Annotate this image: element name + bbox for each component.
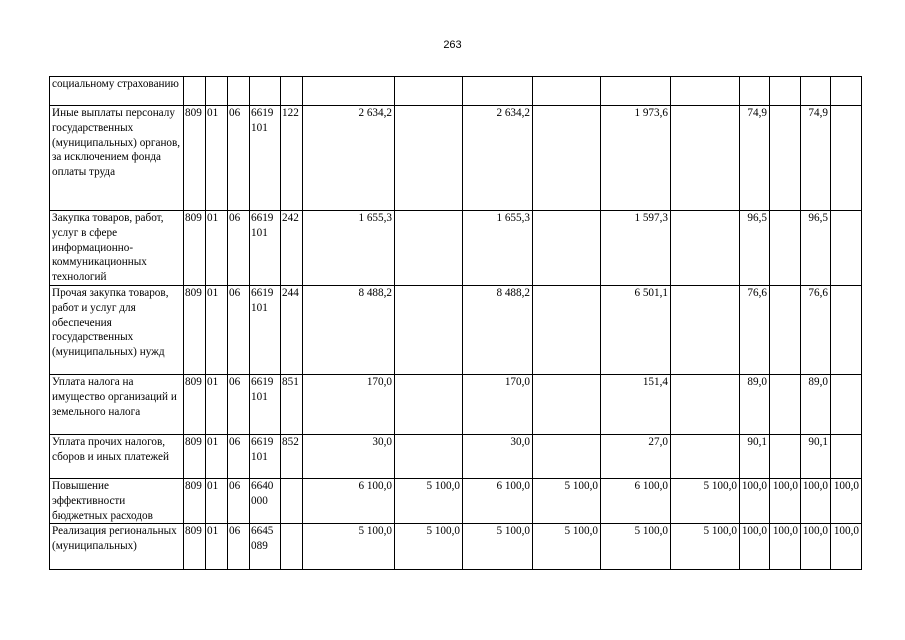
table-row [50,524,862,570]
target-article-code-cell: 6619 101 [250,435,281,479]
table-row [50,106,862,211]
amount-cell: 170,0 [463,375,533,435]
amount-cell [395,211,463,286]
target-article-code-cell: 6619 101 [250,375,281,435]
section-code-cell: 01 [206,479,228,524]
expense-type-code-cell: 851 [281,375,303,435]
row-name-cell: Иные выплаты персоналу государственных (муниципальных) органов, за исключением фонда оплаты труда [50,106,184,211]
subsection-code-cell: 06 [228,375,250,435]
section-code-cell: 01 [206,211,228,286]
percent-cell: 74,9 [801,106,831,211]
ministry-code-cell [184,77,206,106]
budget-execution-table [49,76,862,570]
row-name-cell: Реализация региональных (муниципальных) [50,524,184,570]
amount-cell: 5 100,0 [303,524,395,570]
section-code-cell: 01 [206,375,228,435]
expense-type-code-cell [281,77,303,106]
expense-type-code-cell [281,524,303,570]
percent-cell [770,77,801,106]
percent-cell: 100,0 [770,524,801,570]
amount-cell: 27,0 [601,435,671,479]
percent-cell [770,435,801,479]
expense-type-code-cell: 852 [281,435,303,479]
amount-cell [671,77,740,106]
percent-cell [831,77,862,106]
amount-cell [533,435,601,479]
percent-cell: 100,0 [770,479,801,524]
subsection-code-cell: 06 [228,286,250,375]
amount-cell [533,106,601,211]
ministry-code-cell: 809 [184,479,206,524]
target-article-code-cell: 6619 101 [250,286,281,375]
percent-cell: 100,0 [740,524,770,570]
section-code-cell: 01 [206,286,228,375]
section-code-cell: 01 [206,435,228,479]
amount-cell: 2 634,2 [463,106,533,211]
percent-cell: 100,0 [801,479,831,524]
subsection-code-cell: 06 [228,435,250,479]
amount-cell: 2 634,2 [303,106,395,211]
percent-cell [770,211,801,286]
section-code-cell: 01 [206,106,228,211]
amount-cell [671,106,740,211]
table-row [50,479,862,524]
ministry-code-cell: 809 [184,524,206,570]
amount-cell [395,375,463,435]
percent-cell [801,77,831,106]
row-name-cell: Повышение эффективности бюджетных расходов [50,479,184,524]
percent-cell [831,375,862,435]
table-row [50,77,862,106]
percent-cell: 100,0 [831,479,862,524]
table-row [50,211,862,286]
amount-cell: 8 488,2 [303,286,395,375]
amount-cell [303,77,395,106]
amount-cell: 6 100,0 [601,479,671,524]
amount-cell [533,77,601,106]
percent-cell: 100,0 [831,524,862,570]
ministry-code-cell: 809 [184,286,206,375]
amount-cell: 1 655,3 [463,211,533,286]
subsection-code-cell: 06 [228,106,250,211]
target-article-code-cell [250,77,281,106]
amount-cell [395,106,463,211]
amount-cell [671,435,740,479]
subsection-code-cell [228,77,250,106]
amount-cell: 170,0 [303,375,395,435]
section-code-cell [206,77,228,106]
row-name-cell: Прочая закупка товаров, работ и услуг для обеспечения государственных (муниципальных) нужд [50,286,184,375]
amount-cell [671,375,740,435]
amount-cell [601,77,671,106]
percent-cell: 89,0 [740,375,770,435]
percent-cell [740,77,770,106]
amount-cell: 8 488,2 [463,286,533,375]
ministry-code-cell: 809 [184,375,206,435]
subsection-code-cell: 06 [228,211,250,286]
amount-cell: 5 100,0 [533,479,601,524]
amount-cell: 5 100,0 [601,524,671,570]
amount-cell [463,77,533,106]
amount-cell [533,375,601,435]
percent-cell [770,286,801,375]
percent-cell [831,106,862,211]
percent-cell [831,211,862,286]
expense-type-code-cell: 242 [281,211,303,286]
percent-cell: 74,9 [740,106,770,211]
subsection-code-cell: 06 [228,524,250,570]
percent-cell [770,375,801,435]
amount-cell: 5 100,0 [671,524,740,570]
section-code-cell: 01 [206,524,228,570]
target-article-code-cell: 6619 101 [250,211,281,286]
table-row [50,375,862,435]
amount-cell [395,435,463,479]
percent-cell: 76,6 [740,286,770,375]
table-row [50,435,862,479]
row-name-cell: социальному страхованию [50,77,184,106]
percent-cell: 90,1 [740,435,770,479]
amount-cell: 5 100,0 [533,524,601,570]
amount-cell [533,211,601,286]
percent-cell [831,286,862,375]
percent-cell: 100,0 [740,479,770,524]
ministry-code-cell: 809 [184,211,206,286]
target-article-code-cell: 6645 089 [250,524,281,570]
row-name-cell: Уплата налога на имущество организаций и земельного налога [50,375,184,435]
expense-type-code-cell: 244 [281,286,303,375]
amount-cell: 5 100,0 [395,479,463,524]
table-row [50,286,862,375]
amount-cell: 1 973,6 [601,106,671,211]
row-name-cell: Уплата прочих налогов, сборов и иных платежей [50,435,184,479]
percent-cell: 100,0 [801,524,831,570]
percent-cell [770,106,801,211]
amount-cell: 6 100,0 [303,479,395,524]
amount-cell: 5 100,0 [671,479,740,524]
percent-cell: 96,5 [740,211,770,286]
amount-cell [671,211,740,286]
expense-type-code-cell: 122 [281,106,303,211]
amount-cell: 30,0 [463,435,533,479]
percent-cell: 89,0 [801,375,831,435]
amount-cell [395,77,463,106]
table-body [50,77,862,570]
ministry-code-cell: 809 [184,106,206,211]
percent-cell: 90,1 [801,435,831,479]
ministry-code-cell: 809 [184,435,206,479]
subsection-code-cell: 06 [228,479,250,524]
expense-type-code-cell [281,479,303,524]
amount-cell: 6 501,1 [601,286,671,375]
amount-cell [533,286,601,375]
amount-cell: 1 597,3 [601,211,671,286]
target-article-code-cell: 6619 101 [250,106,281,211]
amount-cell: 5 100,0 [395,524,463,570]
amount-cell: 30,0 [303,435,395,479]
percent-cell: 76,6 [801,286,831,375]
target-article-code-cell: 6640 000 [250,479,281,524]
amount-cell: 6 100,0 [463,479,533,524]
amount-cell: 5 100,0 [463,524,533,570]
amount-cell [671,286,740,375]
percent-cell [831,435,862,479]
amount-cell: 1 655,3 [303,211,395,286]
row-name-cell: Закупка товаров, работ, услуг в сфере информационно-коммуникационных технологий [50,211,184,286]
amount-cell [395,286,463,375]
percent-cell: 96,5 [801,211,831,286]
amount-cell: 151,4 [601,375,671,435]
page-number: 263 [443,39,462,51]
